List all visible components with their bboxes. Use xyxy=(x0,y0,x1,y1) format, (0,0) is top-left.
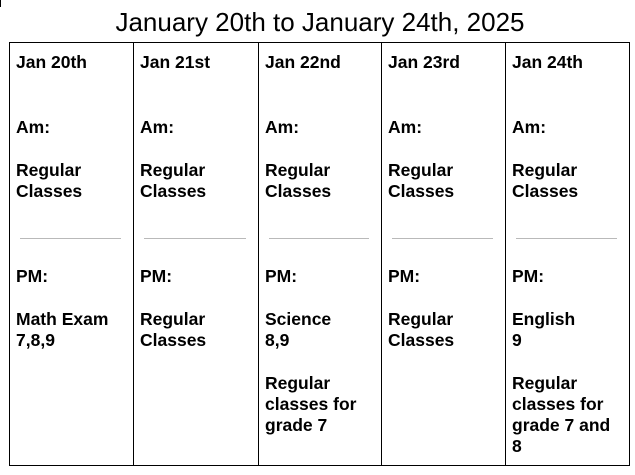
pm-activity-line: Science xyxy=(265,309,332,329)
pm-activity-line: English xyxy=(512,309,576,329)
am-label: Am: xyxy=(388,117,423,137)
am-activity-line: Regular xyxy=(388,160,454,180)
day-column-jan-24 xyxy=(506,43,629,465)
am-activity-line: Classes xyxy=(512,181,579,201)
pm-note: Regular classes for grade 7 xyxy=(265,373,357,435)
pm-label: PM: xyxy=(140,266,173,286)
pm-activity xyxy=(512,309,624,351)
am-activity-line: Regular xyxy=(512,160,578,180)
am-label: Am: xyxy=(140,117,175,137)
am-activity xyxy=(140,160,248,202)
pm-activity xyxy=(388,309,500,351)
pm-activity-line: 8,9 xyxy=(265,330,290,350)
day-column-jan-21 xyxy=(134,43,259,465)
pm-activity-line: Classes xyxy=(140,330,207,350)
am-label: Am: xyxy=(512,117,547,137)
am-activity xyxy=(388,160,496,202)
am-pm-divider xyxy=(269,238,369,239)
day-header: Jan 24th xyxy=(512,52,583,72)
pm-activity-line: Regular xyxy=(388,309,454,329)
pm-activity-line: 7,8,9 xyxy=(16,330,55,350)
am-activity-line: Classes xyxy=(388,181,455,201)
am-activity-line: Classes xyxy=(140,181,207,201)
week-schedule-table xyxy=(9,42,630,466)
pm-label: PM: xyxy=(512,266,545,286)
pm-activity-line: 9 xyxy=(512,330,522,350)
day-header: Jan 22nd xyxy=(265,52,341,72)
pm-activity-line: Math Exam xyxy=(16,309,109,329)
page-title: January 20th to January 24th, 2025 xyxy=(115,7,525,37)
am-activity xyxy=(16,160,124,202)
pm-label: PM: xyxy=(388,266,421,286)
am-activity-line: Regular xyxy=(16,160,82,180)
pm-note: Regular classes for grade 7 and 8 xyxy=(512,373,611,456)
pm-activity xyxy=(140,309,252,351)
am-pm-divider xyxy=(144,238,246,239)
day-column-jan-23 xyxy=(382,43,506,465)
pm-activity-line: Regular xyxy=(140,309,206,329)
day-header: Jan 20th xyxy=(16,52,87,72)
day-header: Jan 23rd xyxy=(388,52,460,72)
am-activity-line: Classes xyxy=(16,181,83,201)
pm-activity xyxy=(265,309,377,351)
am-activity xyxy=(265,160,373,202)
am-activity-line: Regular xyxy=(140,160,206,180)
pm-activity-line: Classes xyxy=(388,330,455,350)
am-activity-line: Classes xyxy=(265,181,332,201)
am-pm-divider xyxy=(20,238,121,239)
day-column-jan-20 xyxy=(10,43,134,465)
pm-label: PM: xyxy=(265,266,298,286)
am-pm-divider xyxy=(516,238,617,239)
am-label: Am: xyxy=(265,117,300,137)
am-label: Am: xyxy=(16,117,51,137)
am-activity xyxy=(512,160,620,202)
pm-label: PM: xyxy=(16,266,49,286)
pm-activity xyxy=(16,309,128,351)
am-pm-divider xyxy=(392,238,493,239)
day-column-jan-22 xyxy=(259,43,382,465)
day-header: Jan 21st xyxy=(140,52,211,72)
am-activity-line: Regular xyxy=(265,160,331,180)
